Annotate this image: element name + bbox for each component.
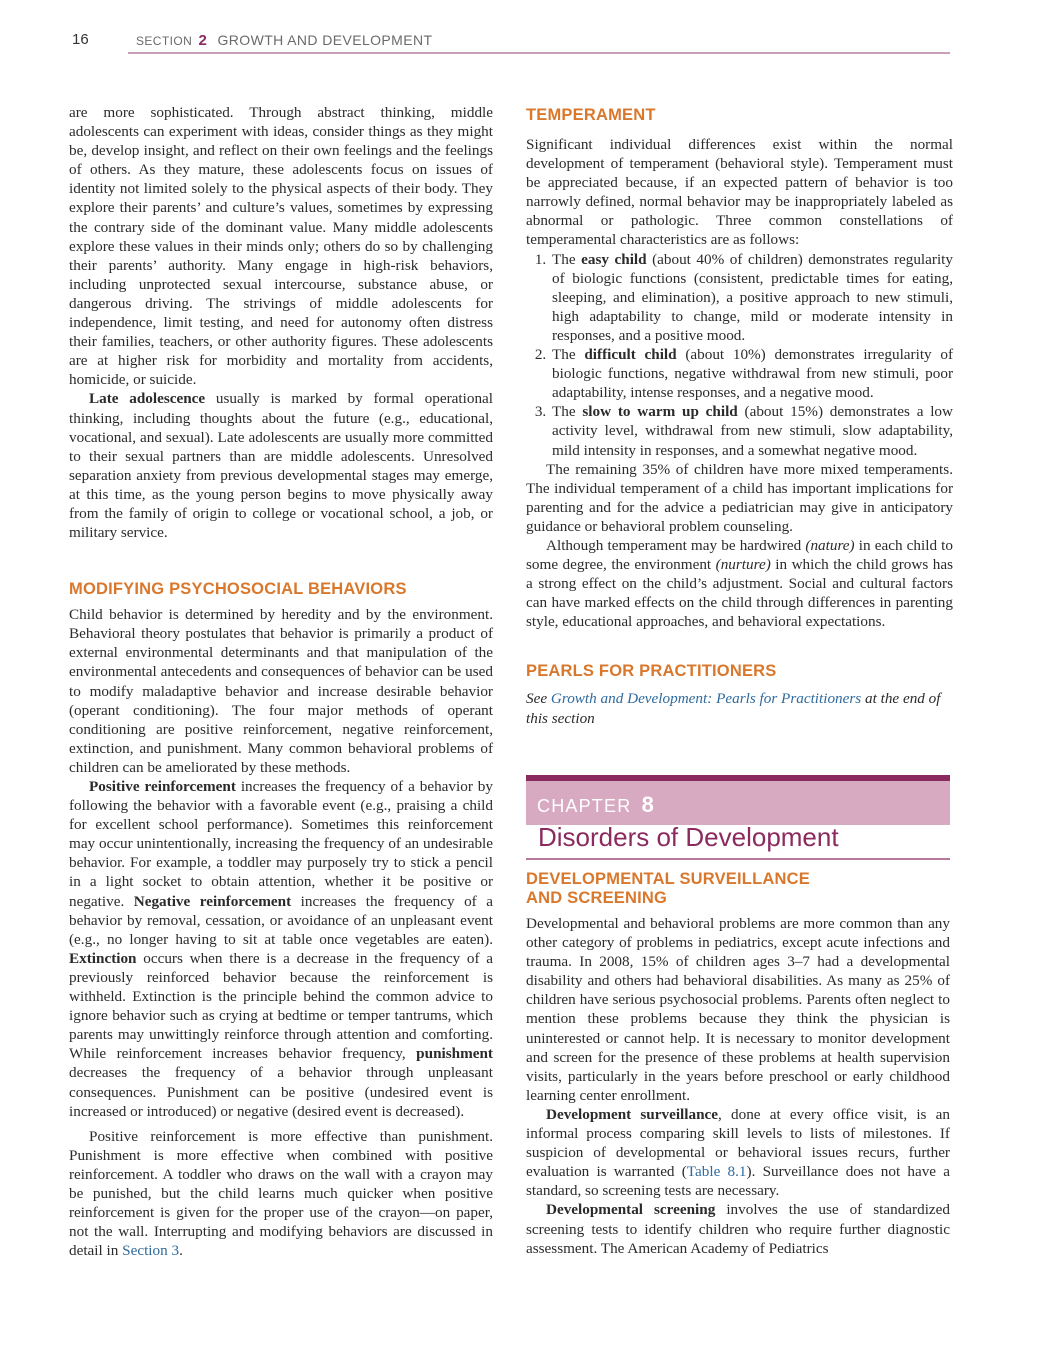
- paragraph-text: increases the frequency of a behavior by following the behavior with a favorable event (e.g., praising a child for excellent school performance). Sometimes this reinforcement may occur unintentionally, increasing the frequency of an undesirable behavior. For example, a toddler may purposely try to stick a pencil in a light socket to obtain attention, whether it be positive or negative.: [69, 778, 493, 910]
- paragraph: Developmental and behavioral problems are more common than any other category of problems in pediatrics, except acute infections and trauma. In 2008, 15% of children ages 3–7 had a developmental disability and others had behavioral disabilities. As many as 25% of children have serious psychosocial problems. Parents often neglect to mention these problems because they think the physician is uninterested or cannot help. It is necessary to monitor development and screen for the presence of these problems at health supervision visits, particularly in the years before preschool or early childhood learning center enrollment.: [526, 915, 950, 1104]
- term: punishment: [416, 1045, 493, 1063]
- running-title: [136, 32, 432, 49]
- paragraph-operant-methods: [69, 777, 493, 1121]
- list-text: The: [552, 403, 583, 421]
- paragraph-surveillance: [526, 1105, 950, 1200]
- heading-line: AND SCREENING: [526, 889, 668, 907]
- paragraph-text: involves the use of standardized screening tests to identify children who require further diagnostic assessment. The American Academy of Pediatrics: [526, 1201, 950, 1257]
- right-column-lower: [526, 870, 950, 1258]
- paragraph: are more sophisticated. Through abstract thinking, middle adolescents can experiment with ideas, consider things as they might be, develop insight, and reflect on their own feelings and the feelings of others. As they mature, these adolescents focus on issues of identity not limited solely to the physical aspects of their body. They explore their parents’ and culture’s values, sometimes by expressing the contrary side of the dominant value. Many middle adolescents explore these values in their minds only; others do so by challenging their parents’ authority. Many engage in high-risk behaviors, including unprotected sexual intercourse, substance abuse, or dangerous driving. The strivings of middle adolescents for independence, limit testing, and need for autonomy often distress their families, teachers, or other authority figures. These adolescents are at higher risk for morbidity and mortality from accidents, homicide, or suicide.: [69, 104, 493, 389]
- term: Late adolescence: [89, 390, 206, 408]
- paragraph-positive-vs-punishment: [69, 1127, 493, 1261]
- paragraph-text: at the end of this section: [526, 690, 941, 727]
- heading-pearls-for-practitioners: PEARLS FOR PRACTITIONERS: [526, 662, 777, 681]
- list-item: [550, 402, 953, 459]
- list-text: (about 40% of children) demonstrates regularity of biologic functions (consistent, predictable times for eating, sleeping, and elimination), a positive approach to new stimuli, high adaptability to change, mild or moderate intensity in responses, and a positive mood.: [552, 250, 953, 344]
- list-text: The: [552, 250, 582, 268]
- temperament-list: [526, 250, 953, 460]
- header-rule: [128, 52, 950, 54]
- page-number: 16: [72, 31, 89, 48]
- chapter-title: Disorders of Development: [538, 822, 839, 852]
- list-item: [550, 250, 953, 345]
- left-column: [69, 103, 493, 1260]
- paragraph-text: increases the frequency of a behavior by removal, cessation, or avoidance of an unpleasant event (e.g., no longer having to sit at table once vegetables are eaten).: [69, 892, 493, 948]
- section-title: GROWTH AND DEVELOPMENT: [217, 32, 433, 48]
- term: Positive reinforcement: [89, 778, 236, 795]
- heading-developmental-surveillance: [526, 870, 950, 908]
- term: Development surveillance: [546, 1105, 719, 1123]
- term: difficult child: [584, 346, 677, 364]
- term: Developmental screening: [546, 1201, 716, 1219]
- section-number: 2: [198, 32, 208, 49]
- paragraph-screening: [526, 1200, 950, 1257]
- term: slow to warm up child: [582, 403, 738, 421]
- chapter-label: [537, 792, 655, 818]
- chapter-word: CHAPTER: [537, 796, 632, 816]
- paragraph-text: usually is marked by formal operational thinking, including thoughts about the future (e.g., educational, vocational, and sexual). Late adolescents are usually more committed to their sexual partners than are middle adolescents. Unresolved separation anxiety from previous developmental stages may emerge, at this time, as the young person begins to move physically away from the family of origin to college or vocational school, a job, or military service.: [69, 390, 493, 542]
- running-header: [0, 0, 1052, 60]
- italic-term: (nature): [805, 536, 855, 554]
- paragraph: Child behavior is determined by heredity and by the environment. Behavioral theory postulates that behavior is primarily a product of external environmental determinants and that manipulation of the environmental antecedents and consequences of behavior can be used to modify maladaptive behavior and increase desirable behavior (operant conditioning). The four major methods of operant conditioning are positive reinforcement, negative reinforcement, extinction, and punishment. Many common behavioral problems of children can be ameliorated by these methods.: [69, 606, 493, 776]
- paragraph-text: See: [526, 690, 551, 708]
- list-text: (about 15%) demonstrates a low activity level, withdrawal from new stimuli, slow adaptability, mild intensity in responses, and a somewhat negative mood.: [552, 403, 953, 459]
- paragraph: Significant individual differences exist within the normal development of temperament (behavioral style). Temperament must be appreciated because, if an expected pattern of behavior is too narrowly defined, normal behavior may be inappropriately labeled as abnormal or pathologic. Three common constellations of temperamental characteristics are as follows:: [526, 136, 953, 249]
- paragraph-text: .: [179, 1242, 183, 1260]
- paragraph-text: , done at every office visit, is an informal process comparing skill levels to lists of milestones. If suspicion of developmental or behavioral issues recurs, further evaluation is warranted (: [526, 1105, 950, 1181]
- chapter-rule: [526, 858, 950, 860]
- term: easy child: [581, 250, 647, 268]
- list-text: The: [552, 346, 585, 364]
- paragraph-text: Positive reinforcement is more effective than punishment. Punishment is more effective when combined with positive reinforcement. A toddler who draws on the wall with a crayon may be punished, but the child learns much quicker when positive reinforcement is given for the proper use of the crayon—on paper, not the wall. Interrupting and modifying behaviors are discussed in detail in: [69, 1127, 493, 1260]
- paragraph-text: occurs when there is a decrease in the frequency of a previously reinforced behavior because the reinforcement is withheld. Extinction is the principle behind the common advice to ignore behavior such as crying at bedtime or temper tantrums, which parents may unwittingly reinforce through attention and comforting. While reinforcement increases behavior frequency,: [69, 949, 493, 1063]
- pearls-reference: [526, 689, 953, 727]
- paragraph-text: in which the child grows has a strong effect on the child’s adjustment. Social and cultural factors can have marked effects on the child through differences in parenting style, educational approaches, and behavioral expectations.: [526, 556, 953, 631]
- right-column: [526, 103, 953, 728]
- paragraph-text: ). Surveillance does not have a standard, so screening tests are necessary.: [526, 1163, 950, 1200]
- paragraph-nature-nurture: [526, 536, 953, 631]
- paragraph-text: Although temperament may be hardwired: [546, 536, 806, 554]
- heading-line: DEVELOPMENTAL SURVEILLANCE: [526, 870, 810, 888]
- term: Extinction: [69, 949, 137, 967]
- pearls-link[interactable]: Growth and Development: Pearls for Practitioners: [550, 690, 862, 708]
- table-8-1-link[interactable]: Table 8.1: [686, 1163, 747, 1181]
- chapter-banner: [526, 775, 950, 825]
- term: Negative reinforcement: [133, 892, 292, 910]
- list-item: [550, 345, 953, 402]
- italic-term: (nurture): [715, 556, 771, 574]
- chapter-number: 8: [641, 792, 656, 817]
- heading-temperament: TEMPERAMENT: [526, 106, 656, 124]
- section-3-link[interactable]: Section 3: [122, 1242, 180, 1260]
- paragraph-text: decreases the frequency of a behavior through unpleasant consequences. Punishment can be positive (undesired event is increased or introduced) or negative (desired event is decreased).: [69, 1064, 493, 1120]
- list-text: (about 10%) demonstrates irregularity of biologic functions, negative withdrawal from new stimuli, poor adaptability, intense responses, and a negative mood.: [552, 346, 953, 402]
- paragraph-text: in each child to some degree, the environment: [526, 536, 953, 574]
- section-word: SECTION: [136, 34, 193, 48]
- heading-modifying-psychosocial-behaviors: MODIFYING PSYCHOSOCIAL BEHAVIORS: [69, 580, 407, 599]
- paragraph-late-adolescence: [69, 389, 493, 542]
- paragraph: The remaining 35% of children have more mixed temperaments. The individual temperament of a child has important implications for parenting and for the advice a pediatrician may give in anticipatory guidance or behavioral problem counseling.: [526, 460, 953, 535]
